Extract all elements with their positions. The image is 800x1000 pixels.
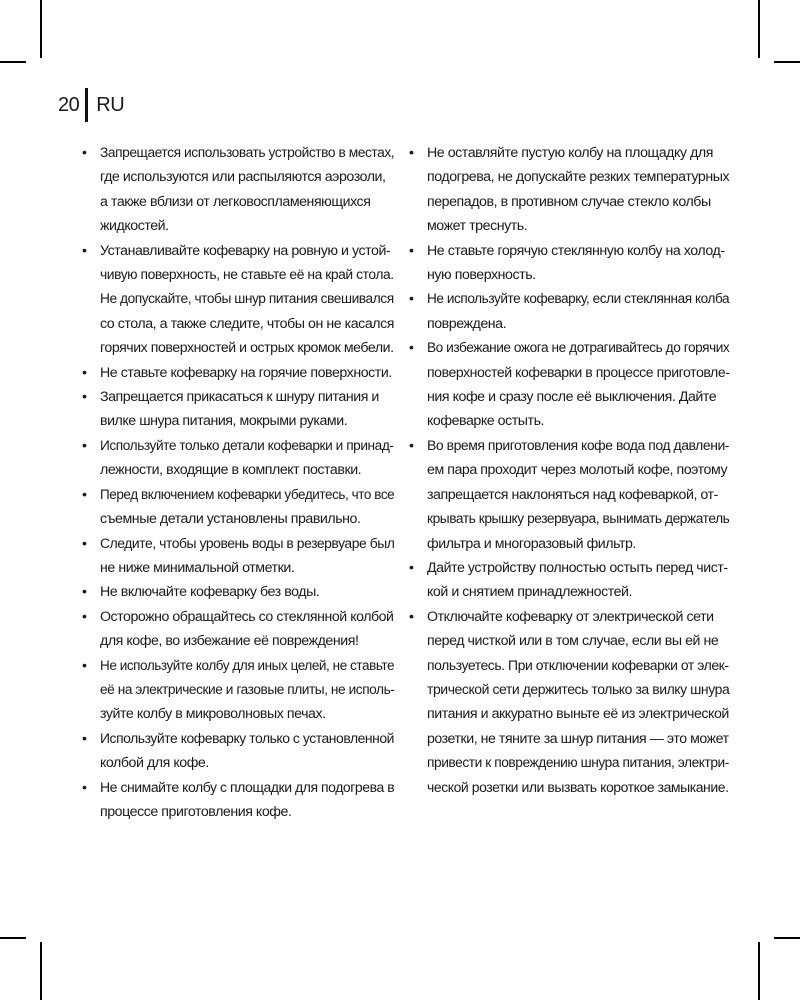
- text-line: Используйте кофеварку только с установленной: [100, 730, 395, 747]
- bullet-mark: •: [82, 730, 87, 747]
- list-item-text: [100, 434, 394, 483]
- bullet-mark: •: [409, 340, 414, 357]
- text-line: где используются или распыляются аэрозоли,: [100, 169, 386, 186]
- list-item: [82, 532, 394, 581]
- text-line: лежности, входящие в комплект поставки.: [100, 462, 362, 479]
- text-line: может треснуть.: [427, 218, 528, 235]
- bullet-mark: •: [82, 535, 87, 552]
- text-line: Во избежание ожога не дотрагивайтесь до горячих: [427, 340, 730, 357]
- text-line: ем пара проходит через молотый кофе, поэтому: [427, 462, 728, 479]
- list-item: [82, 605, 394, 654]
- text-line: горячих поверхностей и острых кромок мебели.: [100, 340, 394, 357]
- text-line: её на электрические и газовые плиты, не исполь-: [100, 681, 395, 698]
- text-line: Не включайте кофеварку без воды.: [100, 584, 320, 601]
- list-item: [82, 727, 394, 776]
- text-line: жидкостей.: [100, 218, 169, 235]
- text-line: Не допускайте, чтобы шнур питания свешивался: [100, 291, 394, 308]
- list-item-text: [100, 727, 394, 776]
- list-item: [82, 654, 394, 727]
- text-line: повреждена.: [427, 315, 507, 332]
- list-item-text: [100, 141, 394, 239]
- text-line: ния кофе и сразу после её выключения. Дайте: [427, 389, 717, 406]
- text-line: перепадов, в противном случае стекло колбы: [427, 193, 711, 210]
- list-item: [82, 580, 394, 604]
- list-item: [82, 361, 394, 385]
- bullet-mark: •: [82, 657, 87, 674]
- bullet-mark: •: [82, 584, 87, 601]
- text-line: съемные детали установлены правильно.: [100, 511, 361, 528]
- bullet-mark: •: [82, 389, 87, 406]
- crop-mark-top-right-vertical: [758, 0, 760, 58]
- bullet-mark: •: [82, 486, 87, 503]
- list-item-text: [100, 654, 394, 727]
- text-line: питания и аккуратно выньте её из электрической: [427, 706, 729, 723]
- list-item-text: [427, 556, 729, 605]
- text-line: Не используйте колбу для иных целей, не ставьте: [100, 657, 395, 674]
- text-line: вилке шнура питания, мокрыми руками.: [100, 413, 348, 430]
- bullet-mark: •: [82, 779, 87, 796]
- bullet-mark: •: [409, 559, 414, 576]
- text-line: Дайте устройству полностью остыть перед чист-: [427, 559, 728, 576]
- text-line: Не ставьте горячую стеклянную колбу на холод-: [427, 242, 725, 259]
- text-line: колбой для кофе.: [100, 755, 209, 772]
- list-item: [82, 483, 394, 532]
- text-line: запрещается наклоняться над кофеваркой, от-: [427, 486, 718, 503]
- text-line: чивую поверхность, не ставьте её на край стола.: [100, 267, 394, 284]
- language-code: RU: [96, 93, 125, 116]
- text-line: Устанавливайте кофеварку на ровную и устой-: [100, 242, 391, 259]
- list-item: [409, 605, 729, 800]
- list-item-text: [100, 605, 394, 654]
- crop-mark-bottom-left-horizontal: [0, 937, 26, 939]
- list-item: [409, 239, 729, 288]
- crop-mark-top-right-horizontal: [774, 61, 800, 63]
- text-line: ную поверхность.: [427, 267, 536, 284]
- text-line: процессе приготовления кофе.: [100, 803, 292, 820]
- crop-mark-bottom-right-vertical: [758, 942, 760, 1000]
- text-line: кой и снятием принадлежностей.: [427, 584, 633, 601]
- list-item: [409, 287, 729, 336]
- text-line: для кофе, во избежание её повреждения!: [100, 633, 359, 650]
- text-line: Запрещается прикасаться к шнуру питания и: [100, 389, 379, 406]
- bullet-mark: •: [409, 291, 414, 308]
- text-line: пользуетесь. При отключении кофеварки от элек-: [427, 657, 729, 674]
- page-header: [58, 88, 124, 122]
- right-column-list: [409, 141, 729, 800]
- text-line: ческой розетки или вызвать короткое замыкание.: [427, 779, 729, 796]
- list-item: [82, 385, 394, 434]
- text-line: фильтра и многоразовый фильтр.: [427, 535, 636, 552]
- text-line: крывать крышку резервуара, вынимать держатель: [427, 511, 730, 528]
- text-line: Используйте только детали кофеварки и принад-: [100, 437, 394, 454]
- list-item-text: [100, 532, 394, 581]
- text-line: Не ставьте кофеварку на горячие поверхности.: [100, 364, 392, 381]
- text-line: Отключайте кофеварку от электрической сети: [427, 608, 714, 625]
- list-item-text: [100, 776, 394, 825]
- bullet-mark: •: [409, 242, 414, 259]
- list-item: [409, 141, 729, 239]
- list-item-text: [427, 239, 729, 288]
- bullet-mark: •: [82, 437, 87, 454]
- list-item-text: [100, 483, 394, 532]
- header-divider: [85, 88, 88, 122]
- list-item-text: [427, 605, 729, 800]
- text-line: со стола, а также следите, чтобы он не касался: [100, 315, 394, 332]
- list-item-text: [100, 580, 394, 604]
- bullet-mark: •: [82, 145, 87, 161]
- list-item: [82, 776, 394, 825]
- text-line: Перед включением кофеварки убедитесь, что все: [100, 486, 395, 503]
- bullet-mark: •: [409, 145, 414, 161]
- text-line: подогрева, не допускайте резких температурных: [427, 169, 730, 186]
- list-item: [82, 434, 394, 483]
- bullet-mark: •: [82, 364, 87, 381]
- text-line: кофеварке остыть.: [427, 413, 545, 430]
- text-line: перед чисткой или в том случае, если вы ей не: [427, 633, 719, 650]
- text-line: поверхностей кофеварки в процессе приготовле-: [427, 364, 730, 381]
- text-line: привести к повреждению шнура питания, электри-: [427, 755, 729, 772]
- crop-mark-bottom-left-vertical: [40, 942, 42, 1000]
- list-item-text: [100, 385, 394, 434]
- list-item-text: [427, 336, 729, 434]
- bullet-mark: •: [82, 608, 87, 625]
- text-line: трической сети держитесь только за вилку шнура: [427, 681, 730, 698]
- text-line: розетки, не тяните за шнур питания — это может: [427, 730, 729, 747]
- page-number: 20: [58, 93, 80, 116]
- crop-mark-top-left-vertical: [40, 0, 42, 58]
- crop-mark-bottom-right-horizontal: [774, 937, 800, 939]
- list-item: [409, 336, 729, 434]
- bullet-mark: •: [409, 437, 414, 454]
- text-line: а также вблизи от легковоспламеняющихся: [100, 193, 371, 210]
- text-line: Не используйте кофеварку, если стеклянная колба: [427, 291, 730, 308]
- list-item: [82, 141, 394, 239]
- text-line: Осторожно обращайтесь со стеклянной колбой: [100, 608, 394, 625]
- list-item-text: [427, 434, 729, 556]
- list-item-text: [427, 287, 729, 336]
- text-line: Следите, чтобы уровень воды в резервуаре был: [100, 535, 395, 552]
- text-line: не ниже минимальной отметки.: [100, 559, 295, 576]
- bullet-mark: •: [82, 242, 87, 259]
- list-item-text: [100, 239, 394, 361]
- text-line: Во время приготовления кофе вода под давлени-: [427, 437, 730, 454]
- bullet-mark: •: [409, 608, 414, 625]
- list-item-text: [100, 361, 394, 385]
- list-item: [82, 239, 394, 361]
- crop-mark-top-left-horizontal: [0, 61, 26, 63]
- list-item: [409, 556, 729, 605]
- left-column-list: [82, 141, 394, 824]
- text-line: зуйте колбу в микроволновых печах.: [100, 706, 326, 723]
- text-line: Не снимайте колбу с площадки для подогрева в: [100, 779, 395, 796]
- text-line: Запрещается использовать устройство в местах,: [100, 145, 395, 161]
- text-line: Не оставляйте пустую колбу на площадку для: [427, 145, 713, 161]
- list-item-text: [427, 141, 729, 239]
- list-item: [409, 434, 729, 556]
